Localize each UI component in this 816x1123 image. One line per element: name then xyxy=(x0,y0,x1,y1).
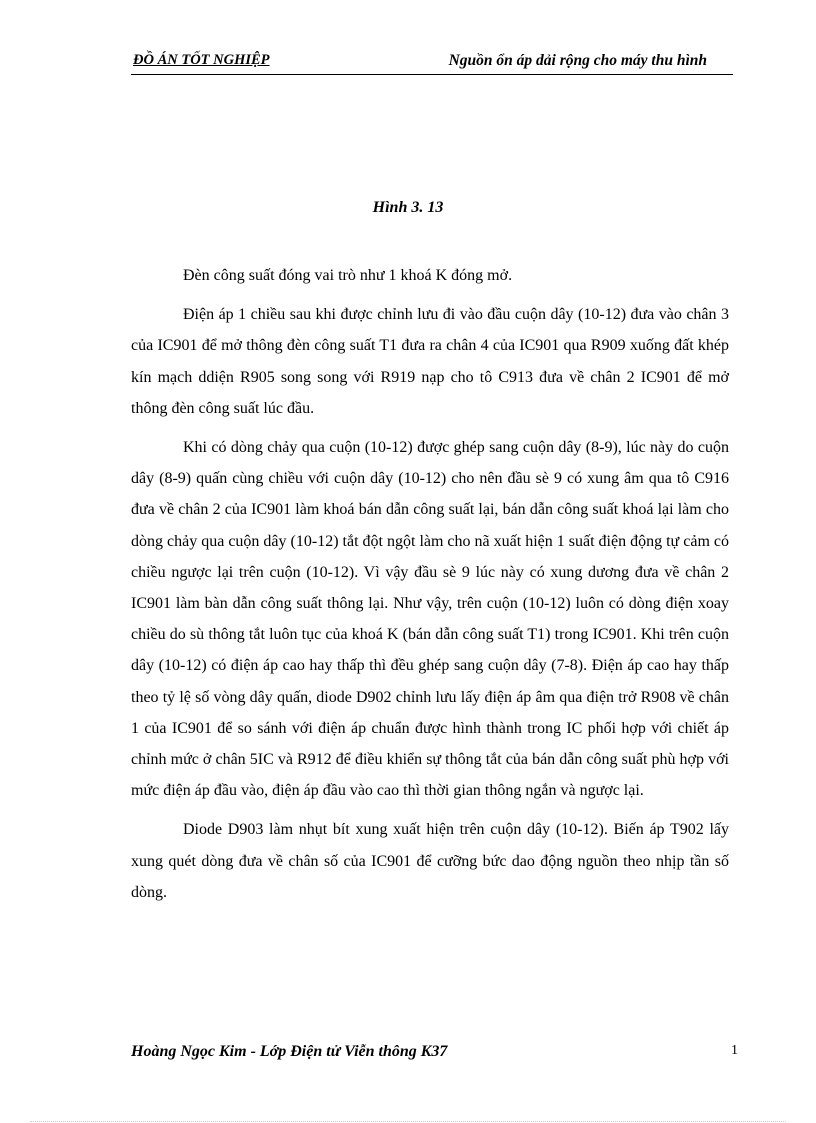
paragraph-2: Điện áp 1 chiều sau khi được chỉnh lưu đi vào đầu cuộn dây (10-12) đưa vào chân 3 của IC901 để mở thông đèn công suất T1 đưa ra chân 4 của IC901 qua R909 xuống đất khép kín mạch ddiện R905 song song với R919 nạp cho tô C913 đưa về chân 2 IC901 để mở thông đèn công suất lúc đầu. xyxy=(131,306,729,417)
figure-caption: Hình 3. 13 xyxy=(372,199,444,216)
paragraph-3: Khi có dòng chảy qua cuộn (10-12) được ghép sang cuộn dây (8-9), lúc này do cuộn dây (8-9) quấn cùng chiều với cuộn dây (10-12) cho nên đầu sè 9 có xung âm qua tô C916 đưa về chân 2 của IC901 làm khoá bán dẫn công suất lại, bán dẫn công suất khoá lại làm cho dòng chảy qua cuộn dây (10-12) tắt đột ngột làm cho nã xuất hiện 1 suất điện động tự cảm có chiều ngược lại trên cuộn (10-12). Vì vậy đầu sè 9 lúc này có xung dương đưa về chân 2 IC901 làm bàn dẫn công suất thông lại. Như vậy, trên cuộn (10-12) luôn có dòng điện xoay chiều do sù thông tắt luôn tục của khoá K (bán dẫn công suất T1) trong IC901. Khi trên cuộn dây (10-12) có điện áp cao hay thấp thì đều ghép sang cuộn dây (7-8). Điện áp cao hay thấp theo tỷ lệ số vòng dây quấn, diode D902 chỉnh lưu lấy điện áp âm qua điện trở R908 về chân 1 của IC901 để so sánh với điện áp chuẩn được hình thành trong IC phối hợp với chiết áp chỉnh mức ở chân 5IC và R912 để điều khiển sự thông tắt của bán dẫn công suất phù hợp với mức điện áp đầu vào, điện áp đầu vào cao thì thời gian thông ngắn và ngược lại. xyxy=(131,439,729,800)
paragraph-1: Đèn công suất đóng vai trò như 1 khoá K đóng mở. xyxy=(183,267,513,284)
page-header xyxy=(131,52,733,75)
page-bottom-divider xyxy=(30,1121,786,1122)
header-right-title: Nguồn ổn áp dải rộng cho máy thu hình xyxy=(448,52,707,69)
footer-author: Hoàng Ngọc Kim - Lớp Điện tử Viễn thông K37 xyxy=(131,1043,448,1060)
header-left-title: ĐỒ ÁN TỐT NGHIỆP xyxy=(133,52,270,68)
document-body xyxy=(131,260,729,916)
page-number: 1 xyxy=(731,1043,738,1058)
paragraph-4: Diode D903 làm nhụt bít xung xuất hiện trên cuộn dây (10-12). Biến áp T902 lấy xung quét dòng đưa về chân số của IC901 để cưỡng bức dao động nguồn theo nhịp tần số dòng. xyxy=(131,821,729,901)
